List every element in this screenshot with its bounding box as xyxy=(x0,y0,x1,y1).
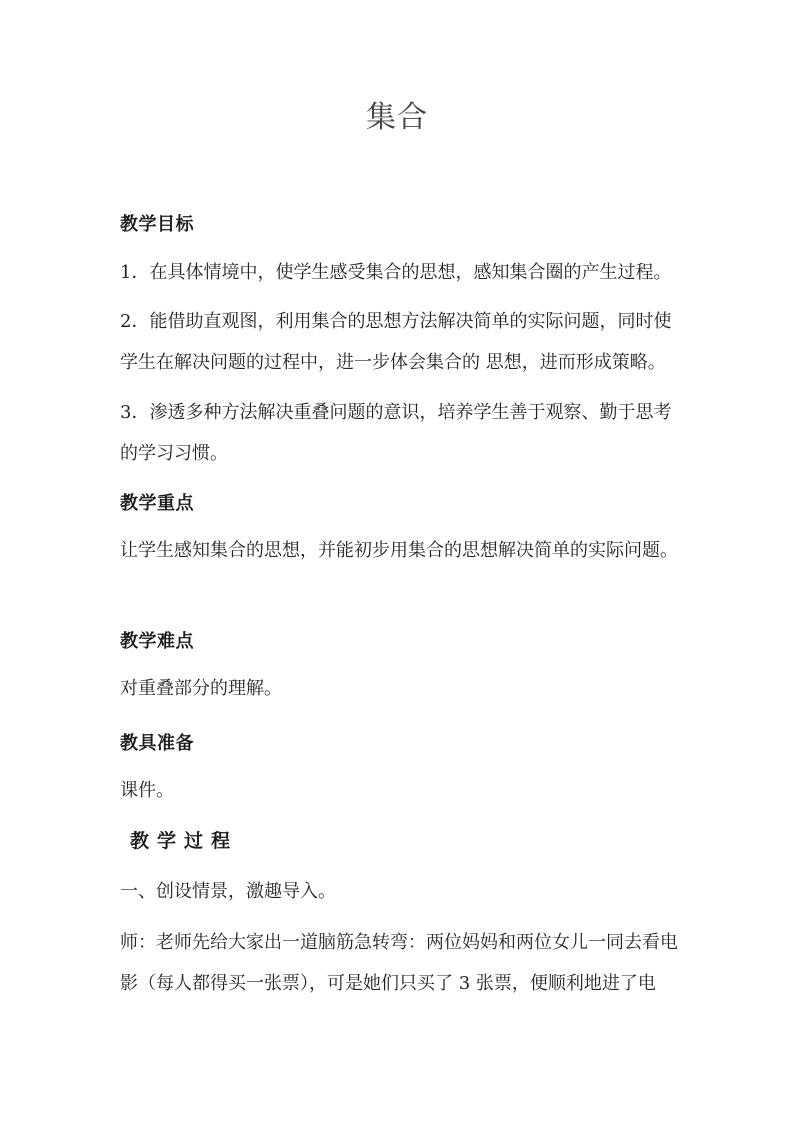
goal-1-text: 1．在具体情境中，使学生感受集合的思想，感知集合圈的产生过程。 xyxy=(120,262,672,283)
key-points-text: 让学生感知集合的思想，并能初步用集合的思想解决简单的实际问题。 xyxy=(120,540,678,561)
section-heading-tools: 教具准备 xyxy=(120,733,194,754)
step-1-text: 一、创设情景，激趣导入。 xyxy=(120,881,336,902)
section-heading-goals: 教学目标 xyxy=(120,214,194,235)
goal-3-text: 3．渗透多种方法解决重叠问题的意识，培养学生善于观察、勤于思考的学习习惯。 xyxy=(120,402,672,464)
section-heading-process: 教学过程 xyxy=(130,830,239,852)
section-heading-difficulties: 教学难点 xyxy=(120,631,194,652)
goal-2-text: 2．能借助直观图，利用集合的思想方法解决简单的实际问题，同时使学生在解决问题的过程中，进一步体会集合的 思想，进而形成策略。 xyxy=(120,311,672,373)
document-title: 集合 xyxy=(366,100,428,135)
tools-text: 课件。 xyxy=(120,780,174,801)
section-heading-key-points: 教学重点 xyxy=(120,493,194,514)
teacher-dialogue-text: 师：老师先给大家出一道脑筋急转弯：两位妈妈和两位女儿一同去看电影（每人都得买一张票），可是她们只买了 3 张票，便顺利地进了电 xyxy=(120,932,678,994)
difficulties-text: 对重叠部分的理解。 xyxy=(120,678,282,699)
